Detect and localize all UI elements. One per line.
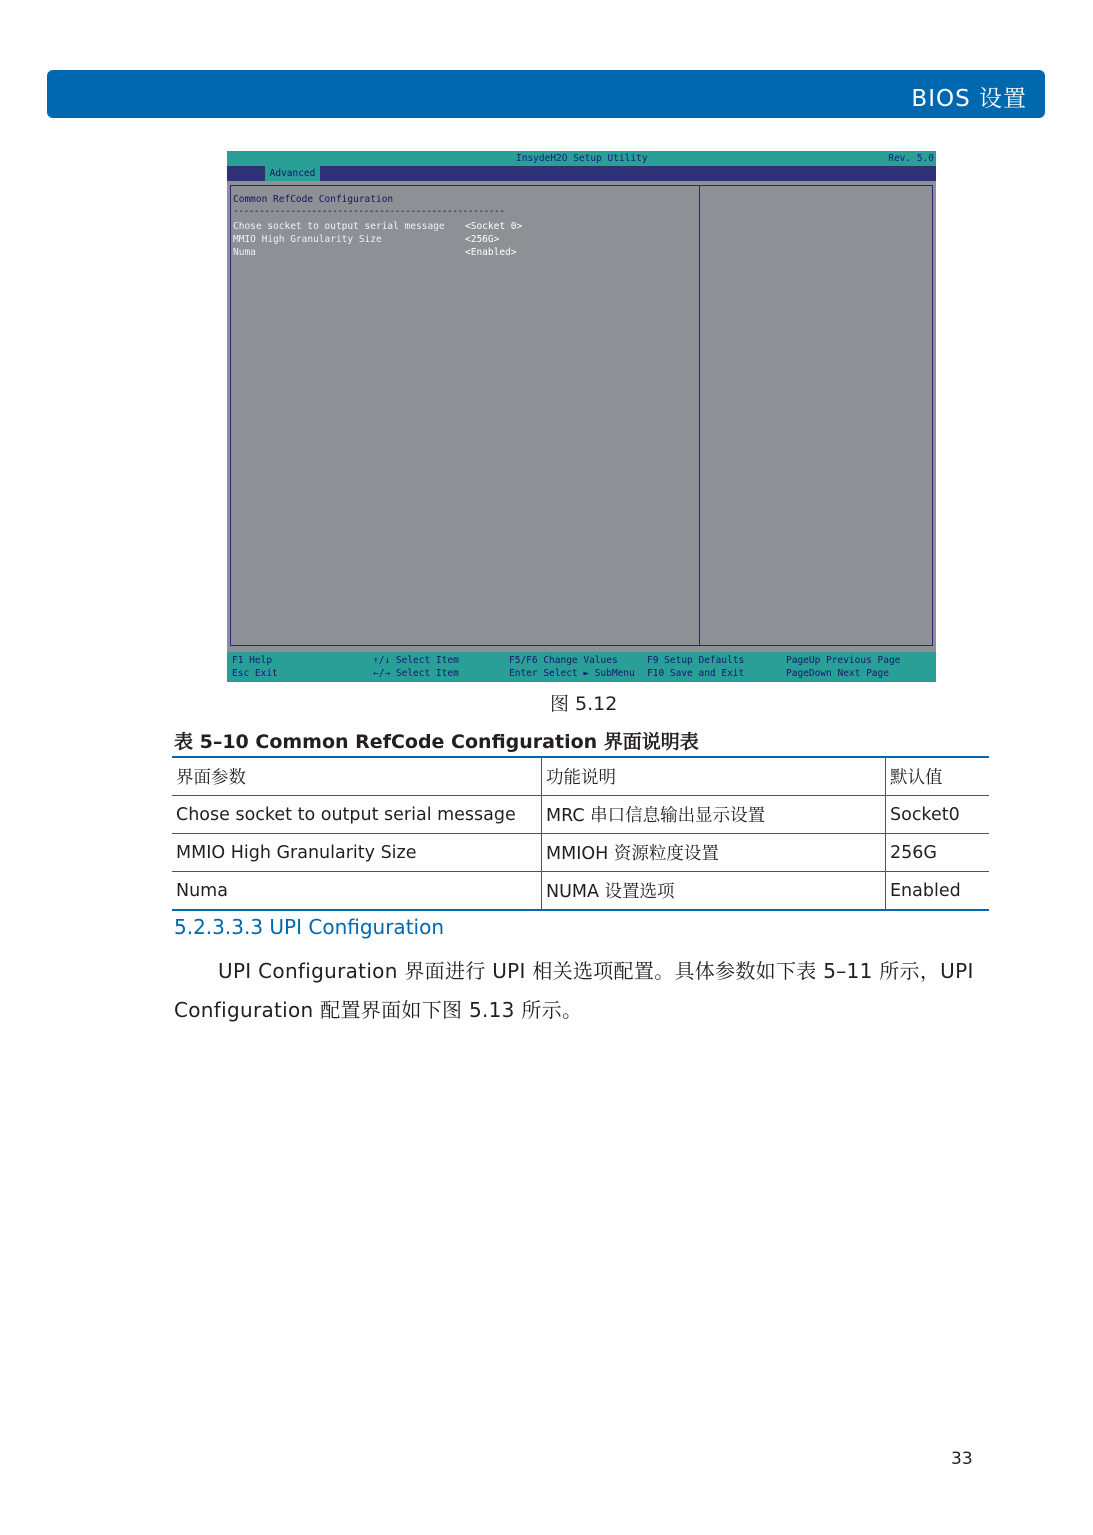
table-row <box>172 796 989 834</box>
bios-key-legend <box>227 652 936 682</box>
bios-section-title: Common RefCode Configuration <box>233 194 394 205</box>
header-title: BIOS 设置 <box>911 86 1027 112</box>
bios-row-value[interactable]: <Socket 0> <box>465 221 523 232</box>
key-f9-defaults: F9 Setup Defaults <box>647 655 745 666</box>
body-paragraph: UPI Configuration 界面进行 UPI 相关选项配置。具体参数如下表 5–11 所示，UPI Configuration 配置界面如下图 5.13 所示。 <box>174 959 974 1022</box>
key-select-item-vertical: ↑/↓ Select Item <box>373 655 459 666</box>
table-cell: Enabled <box>886 872 990 911</box>
bios-title-bar <box>227 151 936 166</box>
key-f1-help: F1 Help <box>232 655 273 666</box>
table-title: 表 5–10 Common RefCode Configuration 界面说明表 <box>174 731 699 753</box>
header-bar <box>47 70 1045 118</box>
page-number: 33 <box>951 1449 973 1469</box>
tab-advanced[interactable]: Advanced <box>265 166 320 181</box>
table-row <box>172 872 989 911</box>
bios-menu-bar <box>227 166 936 181</box>
bios-row-label: MMIO High Granularity Size <box>233 234 382 245</box>
key-esc-exit: Esc Exit <box>232 668 278 679</box>
bios-row-label: Chose socket to output serial message <box>233 221 445 232</box>
bios-revision: Rev. 5.0 <box>888 153 934 164</box>
bios-help-divider <box>699 185 700 646</box>
figure-caption: 图 5.12 <box>550 693 618 715</box>
table-cell: Numa <box>172 872 542 911</box>
key-pageup: PageUp Previous Page <box>786 655 901 666</box>
key-enter-submenu: Enter Select ► SubMenu <box>509 668 635 679</box>
bios-utility-title: InsydeH2O Setup Utility <box>516 153 648 164</box>
table-cell: Socket0 <box>886 796 990 834</box>
table-header-cell: 界面参数 <box>172 757 542 796</box>
section-heading: 5.2.3.3.3 UPI Configuration <box>174 915 444 939</box>
bios-row-value[interactable]: <256G> <box>465 234 500 245</box>
table-cell: MMIO High Granularity Size <box>172 834 542 872</box>
bios-screenshot <box>227 151 936 682</box>
key-change-values: F5/F6 Change Values <box>509 655 618 666</box>
bios-content-frame <box>230 185 933 646</box>
table-cell: Chose socket to output serial message <box>172 796 542 834</box>
table-cell: MRC 串口信息输出显示设置 <box>542 796 886 834</box>
table-header-cell: 功能说明 <box>542 757 886 796</box>
bios-row-value[interactable]: <Enabled> <box>465 247 517 258</box>
bios-separator: ---------------------------------------------------- <box>233 206 505 217</box>
key-select-item-horizontal: ←/→ Select Item <box>373 668 459 679</box>
key-pagedown: PageDown Next Page <box>786 668 889 679</box>
bios-row-label: Numa <box>233 247 256 258</box>
table-header-cell: 默认值 <box>886 757 990 796</box>
table-cell: MMIOH 资源粒度设置 <box>542 834 886 872</box>
table-cell: 256G <box>886 834 990 872</box>
table-row <box>172 834 989 872</box>
table-header-row <box>172 757 989 796</box>
parameter-table <box>172 756 989 911</box>
key-f10-save-exit: F10 Save and Exit <box>647 668 745 679</box>
table-cell: NUMA 设置选项 <box>542 872 886 911</box>
